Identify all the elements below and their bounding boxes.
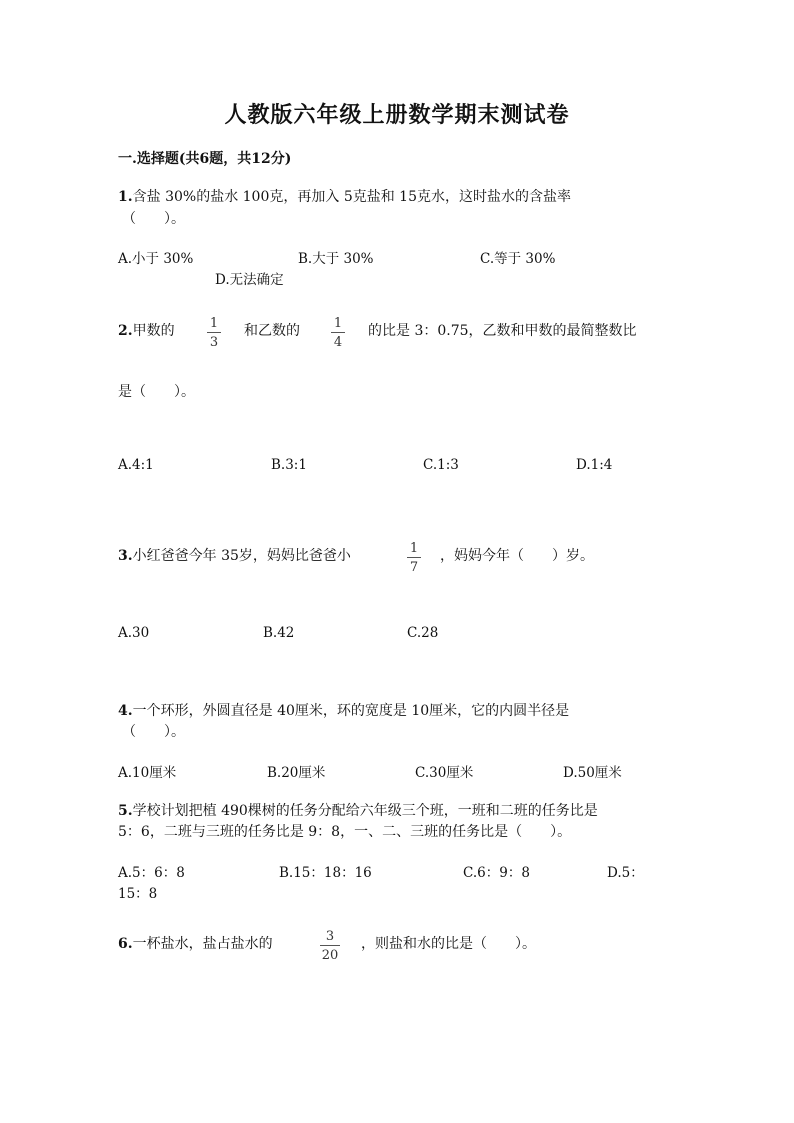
- fraction-bar: [331, 332, 345, 333]
- question-5-option-d[interactable]: D.5：: [607, 865, 644, 881]
- question-2-part-3: 的比是 3：0.75，乙数和甲数的最简整数比: [368, 323, 637, 339]
- fraction-numerator: 3: [325, 929, 335, 944]
- question-2-option-b[interactable]: B.3:1: [271, 457, 307, 473]
- question-4-option-d[interactable]: D.50厘米: [563, 765, 622, 781]
- question-1-option-c[interactable]: C.等于 30%: [480, 251, 556, 267]
- question-4-line-2: （ ）。: [122, 724, 185, 740]
- question-1-option-b[interactable]: B.大于 30%: [298, 251, 374, 267]
- question-1-number: 1.: [118, 189, 133, 205]
- question-2-fraction-1: [207, 316, 221, 350]
- section-heading: 一.选择题(共6题，共12分): [118, 151, 292, 167]
- fraction-numerator: 1: [333, 316, 343, 331]
- question-2-line-2: 是（ ）。: [118, 384, 195, 400]
- question-5-line-2: 5：6，二班与三班的任务比是 9：8，一、二、三班的任务比是（ ）。: [118, 824, 572, 840]
- question-2-part-1: 2.甲数的: [118, 323, 175, 339]
- question-6-fraction: [320, 929, 340, 963]
- fraction-denominator: 4: [333, 335, 343, 350]
- question-6-part-1: 6.一杯盐水，盐占盐水的: [118, 936, 273, 952]
- question-5-option-c[interactable]: C.6：9：8: [463, 865, 530, 881]
- question-2-option-c[interactable]: C.1:3: [423, 457, 459, 473]
- question-1-line-1: 1.含盐 30%的盐水 100克，再加入 5克盐和 15克水，这时盐水的含盐率: [118, 189, 571, 205]
- fraction-bar: [320, 945, 340, 946]
- question-1-option-a[interactable]: A.小于 30%: [118, 251, 194, 267]
- question-4-option-c[interactable]: C.30厘米: [415, 765, 474, 781]
- fraction-numerator: 1: [409, 541, 419, 556]
- question-1-option-d[interactable]: D.无法确定: [215, 272, 284, 288]
- question-2-number: 2.: [118, 323, 133, 339]
- question-5-number: 5.: [118, 803, 133, 819]
- fraction-denominator: 3: [209, 335, 219, 350]
- question-5-option-d-wrap[interactable]: 15：8: [118, 886, 158, 902]
- question-3-part-2: ，妈妈今年（ ）岁。: [440, 548, 594, 564]
- question-6-part-2: ，则盐和水的比是（ ）。: [361, 936, 536, 952]
- fraction-denominator: 20: [321, 948, 339, 963]
- question-6-number: 6.: [118, 936, 133, 952]
- fraction-bar: [207, 332, 221, 333]
- question-3-number: 3.: [118, 548, 133, 564]
- question-5-option-b[interactable]: B.15：18：16: [279, 865, 372, 881]
- question-4-option-a[interactable]: A.10厘米: [118, 765, 177, 781]
- question-4-number: 4.: [118, 703, 133, 719]
- question-3-fraction: [407, 541, 421, 575]
- question-2-option-d[interactable]: D.1:4: [576, 457, 613, 473]
- question-2-part-2: 和乙数的: [244, 323, 300, 339]
- question-4-option-b[interactable]: B.20厘米: [267, 765, 326, 781]
- question-5-option-a[interactable]: A.5：6：8: [118, 865, 185, 881]
- question-3-option-a[interactable]: A.30: [118, 625, 150, 641]
- question-3-option-c[interactable]: C.28: [407, 625, 439, 641]
- question-2-option-a[interactable]: A.4:1: [118, 457, 154, 473]
- question-4-line-1: 4.一个环形，外圆直径是 40厘米，环的宽度是 10厘米，它的内圆半径是: [118, 703, 570, 719]
- question-5-line-1: 5.学校计划把植 490棵树的任务分配给六年级三个班，一班和二班的任务比是: [118, 803, 598, 819]
- fraction-bar: [407, 557, 421, 558]
- question-3-part-1: 3.小红爸爸今年 35岁，妈妈比爸爸小: [118, 548, 351, 564]
- question-2-fraction-2: [331, 316, 345, 350]
- fraction-denominator: 7: [409, 560, 419, 575]
- question-3-option-b[interactable]: B.42: [263, 625, 295, 641]
- question-1-line-2: （ ）。: [122, 211, 185, 227]
- fraction-numerator: 1: [209, 316, 219, 331]
- page-title: 人教版六年级上册数学期末测试卷: [224, 102, 570, 128]
